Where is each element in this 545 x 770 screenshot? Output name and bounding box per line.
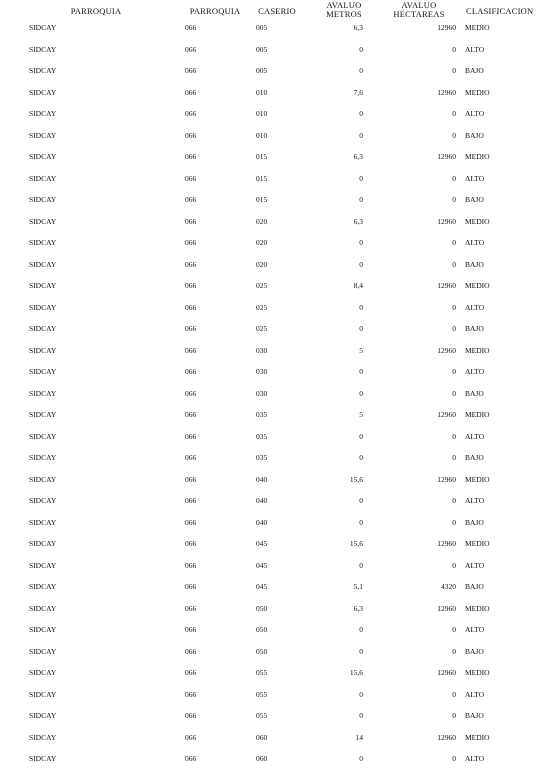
- cell-codigo: 066: [185, 711, 197, 720]
- cell-caserio: 025: [256, 281, 268, 290]
- table-row: [0, 82, 545, 104]
- cell-avaluo-metros: 0: [359, 517, 363, 527]
- header-avaluo-metros-line1: AVALUO: [326, 0, 362, 10]
- cell-clasificacion: MEDIO: [465, 410, 490, 419]
- cell-avaluo-metros: 0: [359, 195, 363, 204]
- cell-clasificacion: BAJO: [465, 259, 484, 269]
- cell-clasificacion: MEDIO: [465, 152, 490, 161]
- cell-codigo: 066: [185, 195, 197, 204]
- cell-avaluo-hectareas: 12960: [437, 668, 456, 677]
- cell-caserio: 050: [256, 625, 268, 634]
- cell-clasificacion: MEDIO: [465, 539, 490, 548]
- cell-caserio: 020: [256, 259, 268, 269]
- cell-clasificacion: BAJO: [465, 517, 484, 527]
- cell-caserio: 055: [256, 668, 268, 677]
- table-row: [0, 125, 545, 147]
- header-avaluo-hectareas-line2: HECTAREAS: [393, 9, 445, 19]
- cell-avaluo-hectareas: 12960: [437, 410, 456, 419]
- cell-clasificacion: BAJO: [465, 130, 484, 140]
- cell-caserio: 030: [256, 367, 268, 376]
- cell-parroquia: SIDCAY: [29, 732, 57, 742]
- cell-parroquia: SIDCAY: [29, 410, 57, 419]
- cell-codigo: 066: [185, 754, 197, 763]
- cell-avaluo-hectareas: 0: [452, 109, 456, 118]
- cell-avaluo-metros: 14: [355, 732, 363, 742]
- cell-caserio: 045: [256, 539, 268, 548]
- cell-parroquia: SIDCAY: [29, 109, 57, 118]
- cell-clasificacion: MEDIO: [465, 474, 490, 484]
- cell-caserio: 055: [256, 689, 268, 699]
- cell-clasificacion: BAJO: [465, 388, 484, 398]
- cell-parroquia: SIDCAY: [29, 173, 57, 183]
- cell-codigo: 066: [185, 345, 197, 355]
- cell-parroquia: SIDCAY: [29, 130, 57, 140]
- cell-caserio: 035: [256, 410, 268, 419]
- cell-caserio: 030: [256, 345, 268, 355]
- header-parroquia-code: PARROQUIA: [189, 6, 241, 16]
- cell-codigo: 066: [185, 603, 197, 613]
- cell-clasificacion: MEDIO: [465, 668, 490, 677]
- cell-caserio: 040: [256, 496, 268, 505]
- table-row: [0, 318, 545, 340]
- cell-avaluo-hectareas: 0: [452, 496, 456, 505]
- header-caserio: CASERIO: [258, 6, 296, 16]
- cell-avaluo-metros: 0: [359, 259, 363, 269]
- cell-clasificacion: ALTO: [465, 689, 485, 699]
- cell-clasificacion: ALTO: [465, 625, 485, 634]
- cell-avaluo-metros: 5: [359, 345, 363, 355]
- cell-codigo: 066: [185, 238, 197, 247]
- cell-avaluo-metros: 0: [359, 302, 363, 312]
- table-row: [0, 361, 545, 383]
- table-row: [0, 641, 545, 663]
- cell-codigo: 066: [185, 474, 197, 484]
- cell-parroquia: SIDCAY: [29, 668, 57, 677]
- cell-parroquia: SIDCAY: [29, 66, 57, 75]
- cell-avaluo-hectareas: 0: [452, 367, 456, 376]
- cell-caserio: 025: [256, 324, 268, 333]
- cell-clasificacion: BAJO: [465, 453, 484, 462]
- cell-codigo: 066: [185, 431, 197, 441]
- cell-clasificacion: ALTO: [465, 44, 485, 54]
- cell-codigo: 066: [185, 152, 197, 161]
- cell-caserio: 010: [256, 109, 268, 118]
- cell-clasificacion: ALTO: [465, 367, 485, 376]
- cell-parroquia: SIDCAY: [29, 625, 57, 634]
- cell-codigo: 066: [185, 453, 197, 462]
- cell-avaluo-metros: 0: [359, 754, 363, 763]
- cell-avaluo-hectareas: 0: [452, 625, 456, 634]
- cell-codigo: 066: [185, 646, 197, 656]
- cell-clasificacion: MEDIO: [465, 732, 490, 742]
- cell-clasificacion: BAJO: [465, 582, 484, 591]
- cell-avaluo-metros: 0: [359, 66, 363, 75]
- cell-avaluo-hectareas: 12960: [437, 732, 456, 742]
- table-row: [0, 555, 545, 577]
- cell-avaluo-hectareas: 0: [452, 130, 456, 140]
- table-row: [0, 168, 545, 190]
- table-row: [0, 103, 545, 125]
- cell-avaluo-metros: 0: [359, 431, 363, 441]
- cell-clasificacion: ALTO: [465, 302, 485, 312]
- cell-parroquia: SIDCAY: [29, 560, 57, 570]
- cell-caserio: 030: [256, 388, 268, 398]
- cell-avaluo-metros: 8,4: [353, 281, 363, 290]
- cell-parroquia: SIDCAY: [29, 259, 57, 269]
- cell-codigo: 066: [185, 689, 197, 699]
- table-row: [0, 490, 545, 512]
- cell-parroquia: SIDCAY: [29, 195, 57, 204]
- cell-caserio: 045: [256, 560, 268, 570]
- cell-avaluo-hectareas: 0: [452, 517, 456, 527]
- cell-parroquia: SIDCAY: [29, 281, 57, 290]
- table-row: [0, 404, 545, 426]
- cell-codigo: 066: [185, 367, 197, 376]
- cell-parroquia: SIDCAY: [29, 238, 57, 247]
- header-parroquia-name: PARROQUIA: [70, 6, 122, 16]
- cell-avaluo-hectareas: 0: [452, 689, 456, 699]
- header-clasificacion: CLASIFICACION: [466, 6, 534, 16]
- cell-clasificacion: BAJO: [465, 324, 484, 333]
- cell-avaluo-hectareas: 12960: [437, 87, 456, 97]
- cell-avaluo-metros: 15,6: [349, 539, 363, 548]
- cell-caserio: 025: [256, 302, 268, 312]
- cell-avaluo-metros: 6,3: [353, 216, 363, 226]
- cell-avaluo-metros: 0: [359, 367, 363, 376]
- table-row: [0, 662, 545, 684]
- cell-caserio: 035: [256, 453, 268, 462]
- cell-avaluo-metros: 5: [359, 410, 363, 419]
- cell-parroquia: SIDCAY: [29, 754, 57, 763]
- cell-avaluo-hectareas: 0: [452, 453, 456, 462]
- cell-parroquia: SIDCAY: [29, 388, 57, 398]
- table-row: [0, 748, 545, 770]
- cell-avaluo-metros: 0: [359, 324, 363, 333]
- cell-clasificacion: MEDIO: [465, 87, 490, 97]
- cell-caserio: 005: [256, 66, 268, 75]
- table-row: [0, 727, 545, 749]
- cell-avaluo-hectareas: 0: [452, 711, 456, 720]
- cell-caserio: 005: [256, 44, 268, 54]
- cell-clasificacion: BAJO: [465, 195, 484, 204]
- cell-parroquia: SIDCAY: [29, 87, 57, 97]
- table-row: [0, 146, 545, 168]
- cell-caserio: 040: [256, 517, 268, 527]
- cell-codigo: 066: [185, 410, 197, 419]
- table-row: [0, 39, 545, 61]
- cell-avaluo-hectareas: 12960: [437, 281, 456, 290]
- cell-caserio: 015: [256, 152, 268, 161]
- cell-avaluo-hectareas: 0: [452, 560, 456, 570]
- cell-parroquia: SIDCAY: [29, 367, 57, 376]
- table-row: [0, 469, 545, 491]
- cell-avaluo-metros: 0: [359, 496, 363, 505]
- cell-parroquia: SIDCAY: [29, 517, 57, 527]
- cell-codigo: 066: [185, 23, 197, 32]
- cell-parroquia: SIDCAY: [29, 539, 57, 548]
- cell-avaluo-hectareas: 0: [452, 388, 456, 398]
- cell-avaluo-metros: 0: [359, 44, 363, 54]
- table-row: [0, 619, 545, 641]
- cell-clasificacion: BAJO: [465, 646, 484, 656]
- cell-avaluo-hectareas: 12960: [437, 603, 456, 613]
- cell-codigo: 066: [185, 732, 197, 742]
- cell-codigo: 066: [185, 560, 197, 570]
- cell-parroquia: SIDCAY: [29, 152, 57, 161]
- cell-avaluo-hectareas: 12960: [437, 345, 456, 355]
- table-row: [0, 340, 545, 362]
- cell-avaluo-hectareas: 12960: [437, 152, 456, 161]
- cell-parroquia: SIDCAY: [29, 302, 57, 312]
- cell-avaluo-metros: 0: [359, 560, 363, 570]
- cell-avaluo-metros: 0: [359, 130, 363, 140]
- cell-avaluo-metros: 0: [359, 689, 363, 699]
- cell-parroquia: SIDCAY: [29, 44, 57, 54]
- cell-avaluo-hectareas: 0: [452, 259, 456, 269]
- cell-caserio: 015: [256, 195, 268, 204]
- cell-parroquia: SIDCAY: [29, 711, 57, 720]
- cell-codigo: 066: [185, 66, 197, 75]
- cell-avaluo-hectareas: 0: [452, 238, 456, 247]
- cell-avaluo-hectareas: 0: [452, 646, 456, 656]
- cell-avaluo-metros: 0: [359, 238, 363, 247]
- cell-clasificacion: ALTO: [465, 431, 485, 441]
- cell-avaluo-metros: 6,3: [353, 603, 363, 613]
- cell-clasificacion: ALTO: [465, 496, 485, 505]
- cell-codigo: 066: [185, 582, 197, 591]
- cell-parroquia: SIDCAY: [29, 582, 57, 591]
- cell-clasificacion: MEDIO: [465, 345, 490, 355]
- cell-codigo: 066: [185, 388, 197, 398]
- cell-avaluo-metros: 0: [359, 453, 363, 462]
- cell-parroquia: SIDCAY: [29, 216, 57, 226]
- cell-clasificacion: ALTO: [465, 173, 485, 183]
- cell-caserio: 040: [256, 474, 268, 484]
- cell-avaluo-hectareas: 0: [452, 173, 456, 183]
- cell-codigo: 066: [185, 44, 197, 54]
- cell-avaluo-metros: 0: [359, 173, 363, 183]
- cell-caserio: 005: [256, 23, 268, 32]
- cell-parroquia: SIDCAY: [29, 496, 57, 505]
- cell-clasificacion: ALTO: [465, 109, 485, 118]
- cell-codigo: 066: [185, 259, 197, 269]
- cell-avaluo-metros: 5,1: [353, 582, 363, 591]
- cell-parroquia: SIDCAY: [29, 646, 57, 656]
- cell-clasificacion: ALTO: [465, 238, 485, 247]
- cell-avaluo-metros: 0: [359, 711, 363, 720]
- table-row: [0, 189, 545, 211]
- cell-codigo: 066: [185, 496, 197, 505]
- table-row: [0, 533, 545, 555]
- cell-avaluo-hectareas: 0: [452, 66, 456, 75]
- cell-caserio: 020: [256, 238, 268, 247]
- table-row: [0, 60, 545, 82]
- cell-parroquia: SIDCAY: [29, 324, 57, 333]
- cell-clasificacion: BAJO: [465, 66, 484, 75]
- cell-caserio: 045: [256, 582, 268, 591]
- cell-avaluo-metros: 0: [359, 388, 363, 398]
- cell-avaluo-hectareas: 12960: [437, 23, 456, 32]
- cell-avaluo-metros: 7,6: [353, 87, 363, 97]
- cell-avaluo-metros: 0: [359, 625, 363, 634]
- cell-avaluo-hectareas: 12960: [437, 216, 456, 226]
- cell-codigo: 066: [185, 668, 197, 677]
- table-row: [0, 447, 545, 469]
- cell-parroquia: SIDCAY: [29, 689, 57, 699]
- cell-codigo: 066: [185, 539, 197, 548]
- cell-codigo: 066: [185, 281, 197, 290]
- cell-clasificacion: MEDIO: [465, 23, 490, 32]
- cell-parroquia: SIDCAY: [29, 431, 57, 441]
- header-avaluo-hectareas-line1: AVALUO: [401, 0, 437, 10]
- table-row: [0, 211, 545, 233]
- table-row: [0, 684, 545, 706]
- cell-avaluo-hectareas: 0: [452, 324, 456, 333]
- cell-caserio: 050: [256, 646, 268, 656]
- cell-avaluo-hectareas: 0: [452, 431, 456, 441]
- cell-caserio: 010: [256, 87, 268, 97]
- table-row: [0, 383, 545, 405]
- cell-clasificacion: ALTO: [465, 754, 485, 763]
- cell-avaluo-hectareas: 0: [452, 754, 456, 763]
- cell-codigo: 066: [185, 173, 197, 183]
- cell-caserio: 060: [256, 754, 268, 763]
- cell-codigo: 066: [185, 324, 197, 333]
- cell-codigo: 066: [185, 302, 197, 312]
- table-row: [0, 512, 545, 534]
- cell-clasificacion: MEDIO: [465, 281, 490, 290]
- cell-clasificacion: MEDIO: [465, 603, 490, 613]
- cell-parroquia: SIDCAY: [29, 453, 57, 462]
- cell-clasificacion: BAJO: [465, 711, 484, 720]
- table-row: [0, 576, 545, 598]
- cell-codigo: 066: [185, 517, 197, 527]
- table-row: [0, 705, 545, 727]
- cell-avaluo-metros: 6,3: [353, 152, 363, 161]
- cell-clasificacion: MEDIO: [465, 216, 490, 226]
- cell-avaluo-metros: 6,3: [353, 23, 363, 32]
- cell-caserio: 020: [256, 216, 268, 226]
- cell-avaluo-hectareas: 0: [452, 44, 456, 54]
- cell-codigo: 066: [185, 87, 197, 97]
- cell-caserio: 010: [256, 130, 268, 140]
- cell-parroquia: SIDCAY: [29, 474, 57, 484]
- cell-caserio: 055: [256, 711, 268, 720]
- table-row: [0, 426, 545, 448]
- data-table: [0, 17, 545, 770]
- cell-codigo: 066: [185, 625, 197, 634]
- cell-avaluo-hectareas: 12960: [437, 474, 456, 484]
- cell-avaluo-metros: 15,6: [349, 668, 363, 677]
- cell-codigo: 066: [185, 130, 197, 140]
- table-row: [0, 297, 545, 319]
- cell-caserio: 035: [256, 431, 268, 441]
- cell-avaluo-metros: 0: [359, 646, 363, 656]
- cell-avaluo-hectareas: 12960: [437, 539, 456, 548]
- cell-codigo: 066: [185, 216, 197, 226]
- cell-parroquia: SIDCAY: [29, 23, 57, 32]
- cell-avaluo-hectareas: 0: [452, 195, 456, 204]
- cell-avaluo-hectareas: 4320: [441, 582, 456, 591]
- table-row: [0, 254, 545, 276]
- cell-avaluo-metros: 15,6: [349, 474, 363, 484]
- cell-parroquia: SIDCAY: [29, 345, 57, 355]
- header-avaluo-metros-line2: METROS: [326, 9, 362, 19]
- cell-codigo: 066: [185, 109, 197, 118]
- cell-caserio: 015: [256, 173, 268, 183]
- cell-avaluo-metros: 0: [359, 109, 363, 118]
- table-row: [0, 17, 545, 39]
- cell-avaluo-hectareas: 0: [452, 302, 456, 312]
- table-row: [0, 232, 545, 254]
- table-row: [0, 598, 545, 620]
- cell-caserio: 060: [256, 732, 268, 742]
- cell-clasificacion: ALTO: [465, 560, 485, 570]
- cell-caserio: 050: [256, 603, 268, 613]
- cell-parroquia: SIDCAY: [29, 603, 57, 613]
- table-row: [0, 275, 545, 297]
